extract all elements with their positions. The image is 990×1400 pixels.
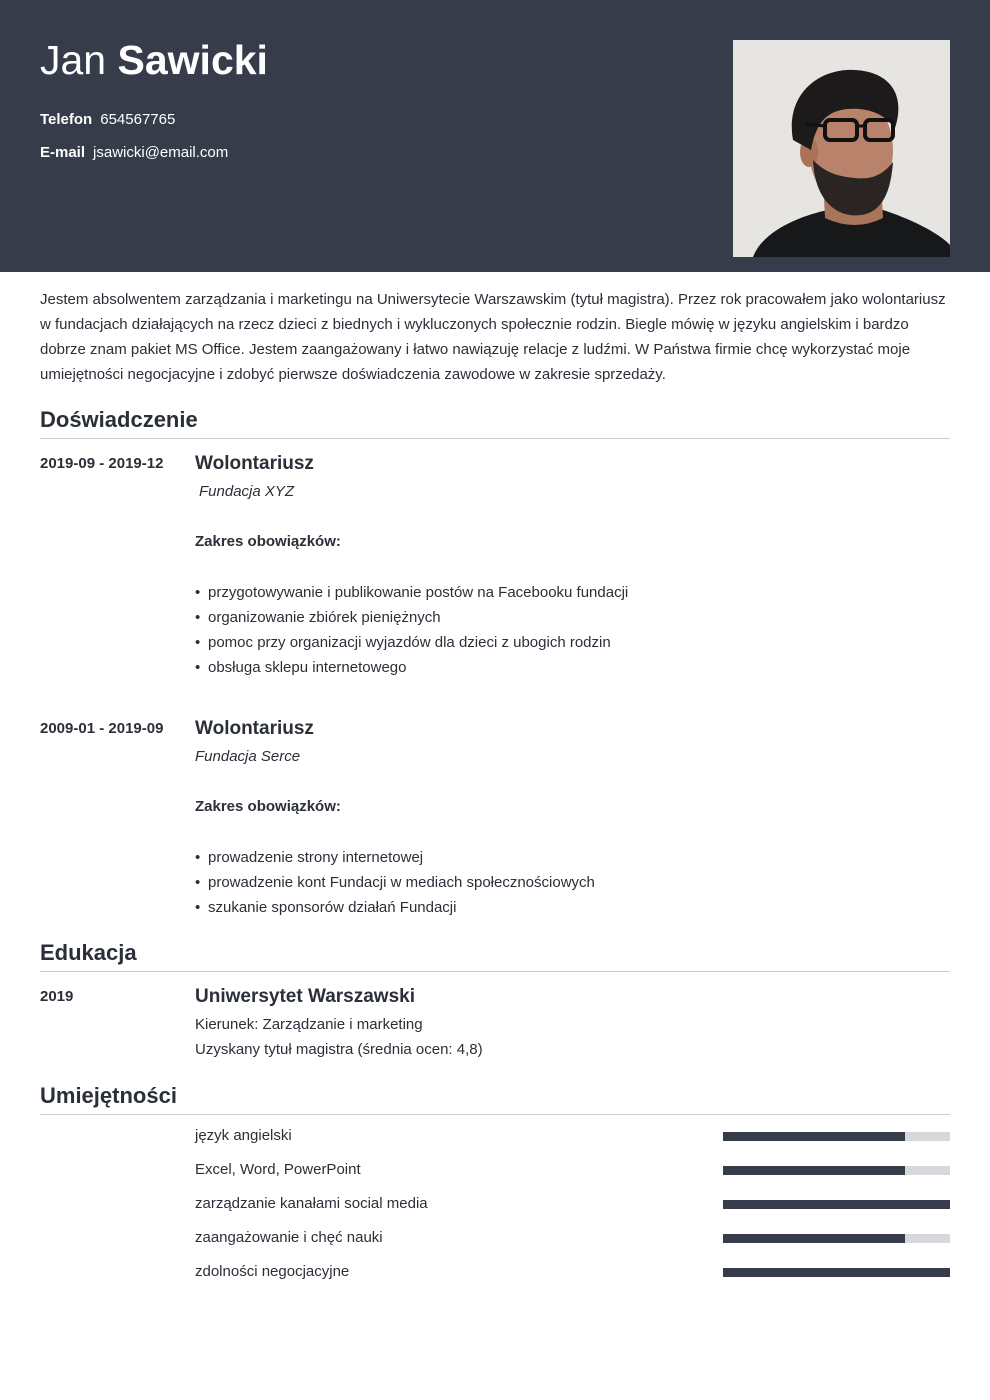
skill-level-bar: [723, 1268, 950, 1277]
profile-summary: Jestem absolwentem zarządzania i marketingu na Uniwersytecie Warszawskim (tytuł magistra). Przez rok pracowałem jako wolontariusz w fundacjach działających na rzecz dzieci z biednych i wykluczonych społecznie rodzin. Biegle mówię w języku angielskim i bardzo dobrze znam pakiet MS Office. Jestem zaangażowany i łatwo nawiązuję relacje z ludźmi. W Państwa firmie chcę wykorzystać moje umiejętności negocjacyjne i zdobyć pierwsze doświadczenia zawodowe w zakresie sprzedaży.: [40, 291, 946, 383]
school-name: Uniwersytet Warszawski: [195, 986, 415, 1007]
skill-level-fill: [723, 1200, 950, 1209]
degree: Uzyskany tytuł magistra (średnia ocen: 4,8): [195, 1041, 483, 1058]
skill-level-bar: [723, 1166, 950, 1175]
skill-name: Excel, Word, PowerPoint: [195, 1161, 361, 1178]
list-item: • pomoc przy organizacji wyjazdów dla dzieci z ubogich rodzin: [195, 634, 611, 651]
skill-name: zdolności negocjacyjne: [195, 1263, 350, 1280]
profile-photo-illustration: [733, 40, 950, 257]
company-name: Fundacja XYZ: [199, 483, 295, 500]
field-of-study: Kierunek: Zarządzanie i marketing: [195, 1016, 423, 1033]
candidate-name: [40, 36, 268, 84]
section-title-skills: Umiejętności: [40, 1082, 950, 1115]
responsibilities-label: Zakres obowiązków:: [195, 798, 341, 815]
list-item: • szukanie sponsorów działań Fundacji: [195, 899, 457, 916]
skill-level-fill: [723, 1234, 905, 1243]
list-item: • prowadzenie kont Fundacji w mediach społecznościowych: [195, 874, 595, 891]
section-title-education: Edukacja: [40, 939, 950, 972]
skill-name: zarządzanie kanałami social media: [195, 1195, 428, 1212]
job-title: Wolontariusz: [195, 453, 314, 474]
skill-level-bar: [723, 1234, 950, 1243]
experience-date: 2019-09 - 2019-12: [40, 455, 164, 472]
section-title-experience: Doświadczenie: [40, 406, 950, 439]
phone-value: 654567765: [100, 111, 176, 128]
email-label: E-mail: [40, 144, 86, 161]
list-item: • prowadzenie strony internetowej: [195, 849, 424, 866]
resume-header: [0, 0, 990, 272]
first-name: Jan: [40, 37, 107, 83]
email-value: jsawicki@email.com: [93, 144, 229, 161]
contact-email: [40, 143, 228, 163]
phone-label: Telefon: [40, 111, 93, 128]
list-item: • obsługa sklepu internetowego: [195, 659, 407, 676]
experience-date: 2009-01 - 2019-09: [40, 720, 164, 737]
job-title: Wolontariusz: [195, 718, 314, 739]
last-name: Sawicki: [117, 37, 268, 83]
responsibilities-list: [195, 580, 628, 680]
list-item: • organizowanie zbiórek pieniężnych: [195, 609, 441, 626]
skill-name: język angielski: [195, 1127, 292, 1144]
education-date: 2019: [40, 988, 74, 1005]
skill-level-bar: [723, 1200, 950, 1209]
skill-level-fill: [723, 1132, 905, 1141]
company-name: Fundacja Serce: [195, 748, 301, 765]
profile-photo: [733, 40, 950, 257]
responsibilities-label: Zakres obowiązków:: [195, 533, 341, 550]
skill-name: zaangażowanie i chęć nauki: [195, 1229, 383, 1246]
skill-level-fill: [723, 1268, 950, 1277]
skill-level-bar: [723, 1132, 950, 1141]
list-item: • przygotowywanie i publikowanie postów na Facebooku fundacji: [195, 584, 629, 601]
contact-phone: [40, 110, 175, 130]
responsibilities-list: [195, 845, 595, 920]
skill-level-fill: [723, 1166, 905, 1175]
